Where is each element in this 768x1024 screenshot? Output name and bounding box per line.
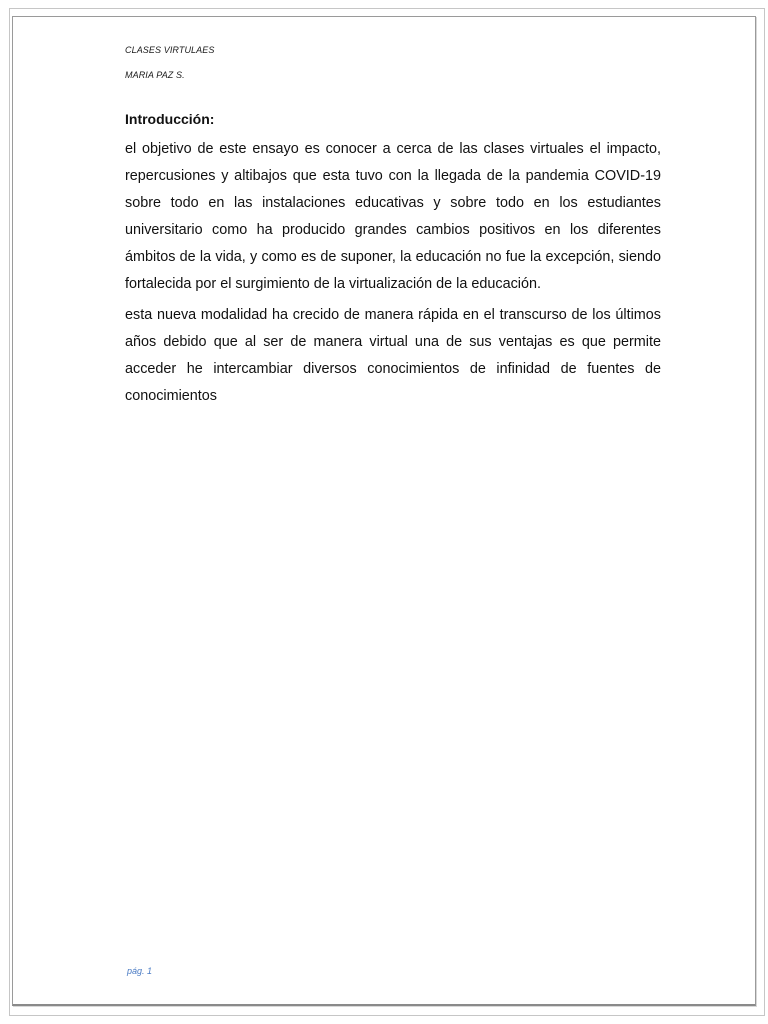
header-author: MARIA PAZ S.: [125, 70, 185, 80]
paragraph-2: esta nueva modalidad ha crecido de manera rápida en el transcurso de los últimos años debido que al ser de manera virtual una de sus ventajas es que permite acceder he intercambiar diversos conocimientos de infinidad de fuentes de conocimientos: [125, 307, 661, 404]
section-heading: Introducción:: [125, 111, 215, 127]
page-number: pág. 1: [127, 966, 153, 976]
paragraph-1: el objetivo de este ensayo es conocer a cerca de las clases virtuales el impacto, repercusiones y altibajos que esta tuvo con la llegada de la pandemia COVID-19 sobre todo en las instalaciones educativas y sobre todo en los estudiantes universitario como ha producido grandes cambios positivos en los diferentes ámbitos de la vida, y como es de suponer, la educación no fue la excepción, siendo fortalecida por el surgimiento de la virtualización de la educación.: [125, 141, 661, 292]
document-body: [125, 108, 661, 414]
header-title: CLASES VIRTULAES: [125, 45, 215, 55]
